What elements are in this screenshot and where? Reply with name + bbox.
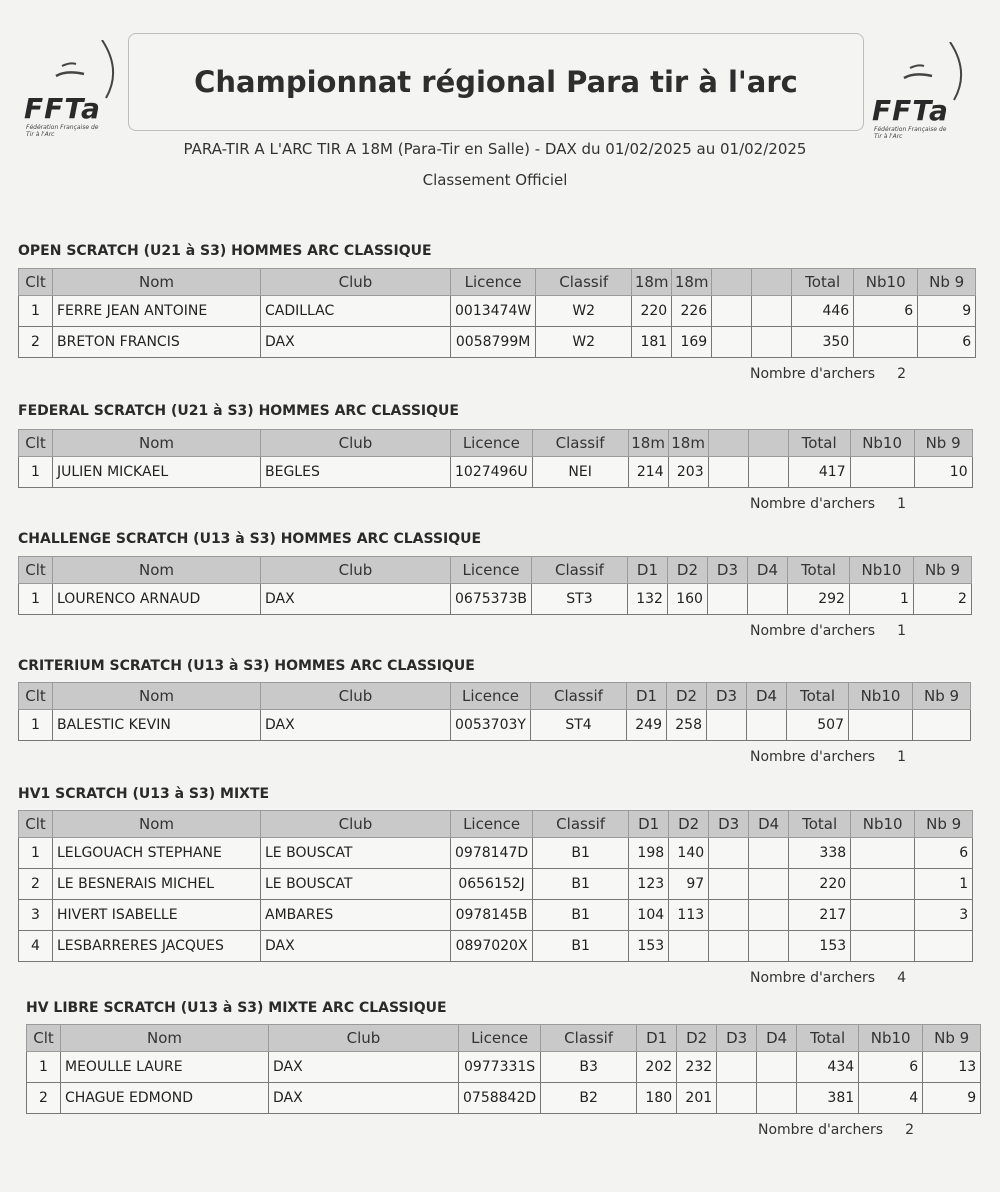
column-header-score3 xyxy=(708,430,748,457)
results-table xyxy=(18,268,976,358)
column-header-score3 xyxy=(712,269,752,296)
archer-count-value: 1 xyxy=(897,496,906,512)
column-header-nb10: Nb10 xyxy=(851,811,915,838)
cell-club: DAX xyxy=(261,931,451,962)
table-row xyxy=(19,838,973,869)
column-header-score2: 18m xyxy=(672,269,712,296)
column-header-score4 xyxy=(752,269,792,296)
cell-score3 xyxy=(709,931,749,962)
archer-count-value: 2 xyxy=(905,1122,914,1138)
cell-score4 xyxy=(747,710,787,741)
cell-score3 xyxy=(717,1052,757,1083)
cell-name: LE BESNERAIS MICHEL xyxy=(53,869,261,900)
cell-name: CHAGUE EDMOND xyxy=(61,1083,269,1114)
cell-licence: 0897020X xyxy=(451,931,533,962)
column-header-licence: Licence xyxy=(451,269,536,296)
ranking-subtitle: Classement Officiel xyxy=(422,171,568,189)
cell-score3 xyxy=(712,327,752,358)
archer-count-value: 1 xyxy=(897,749,906,765)
table-row xyxy=(19,900,973,931)
cell-total: 338 xyxy=(789,838,851,869)
cell-classif: W2 xyxy=(536,327,632,358)
cell-classif: B1 xyxy=(533,869,629,900)
cell-name: LELGOUACH STEPHANE xyxy=(53,838,261,869)
cell-score2: 203 xyxy=(668,457,708,488)
cell-licence: 1027496U xyxy=(451,457,533,488)
table-header-row xyxy=(19,430,973,457)
table-header-row xyxy=(19,683,971,710)
column-header-score4: D4 xyxy=(747,557,787,584)
cell-score1: 123 xyxy=(629,869,669,900)
cell-total: 350 xyxy=(792,327,854,358)
table-row xyxy=(19,869,973,900)
column-header-rank: Clt xyxy=(19,557,53,584)
archer-count xyxy=(750,970,906,986)
cell-licence: 0013474W xyxy=(451,296,536,327)
column-header-score4: D4 xyxy=(749,811,789,838)
cell-score4 xyxy=(747,584,787,615)
cell-name: JULIEN MICKAEL xyxy=(53,457,261,488)
cell-club: DAX xyxy=(261,584,451,615)
column-header-score1: D1 xyxy=(629,811,669,838)
cell-club: BEGLES xyxy=(261,457,451,488)
section-title: CHALLENGE SCRATCH (U13 à S3) HOMMES ARC CLASSIQUE xyxy=(18,531,482,547)
cell-score3 xyxy=(709,869,749,900)
cell-score4 xyxy=(749,900,789,931)
column-header-nb10: Nb10 xyxy=(854,269,918,296)
results-table xyxy=(18,429,973,488)
archer-count-label: Nombre d'archers xyxy=(750,623,876,639)
column-header-club: Club xyxy=(269,1025,459,1052)
cell-score1: 198 xyxy=(629,838,669,869)
section-title: HV1 SCRATCH (U13 à S3) MIXTE xyxy=(18,786,270,802)
column-header-score1: 18m xyxy=(628,430,668,457)
cell-rank: 3 xyxy=(19,900,53,931)
cell-rank: 1 xyxy=(19,296,53,327)
column-header-name: Nom xyxy=(53,683,261,710)
archer-count xyxy=(750,749,906,765)
column-header-licence: Licence xyxy=(451,430,533,457)
column-header-rank: Clt xyxy=(19,683,53,710)
cell-nb10: 4 xyxy=(859,1083,923,1114)
column-header-total: Total xyxy=(789,811,851,838)
column-header-nb9: Nb 9 xyxy=(918,269,976,296)
cell-score2: 140 xyxy=(669,838,709,869)
table-header-row xyxy=(19,269,976,296)
table-row xyxy=(19,931,973,962)
cell-club: LE BOUSCAT xyxy=(261,838,451,869)
column-header-licence: Licence xyxy=(459,1025,541,1052)
cell-nb10 xyxy=(851,838,915,869)
cell-licence: 0978147D xyxy=(451,838,533,869)
cell-nb9: 1 xyxy=(915,869,973,900)
cell-classif: ST4 xyxy=(531,710,627,741)
column-header-name: Nom xyxy=(53,430,261,457)
cell-name: FERRE JEAN ANTOINE xyxy=(53,296,261,327)
cell-club: AMBARES xyxy=(261,900,451,931)
archer-icon xyxy=(870,42,980,102)
cell-nb9: 6 xyxy=(918,327,976,358)
cell-score3 xyxy=(708,457,748,488)
archer-count-label: Nombre d'archers xyxy=(750,970,876,986)
cell-name: BALESTIC KEVIN xyxy=(53,710,261,741)
column-header-nb9: Nb 9 xyxy=(923,1025,981,1052)
column-header-rank: Clt xyxy=(19,811,53,838)
table-row xyxy=(19,584,972,615)
cell-rank: 2 xyxy=(19,869,53,900)
column-header-score1: 18m xyxy=(632,269,672,296)
cell-score2: 97 xyxy=(669,869,709,900)
cell-nb9: 2 xyxy=(913,584,971,615)
archer-count xyxy=(758,1122,914,1138)
cell-total: 292 xyxy=(787,584,849,615)
column-header-nb10: Nb10 xyxy=(850,430,914,457)
cell-nb10 xyxy=(851,869,915,900)
results-table xyxy=(26,1024,981,1114)
column-header-club: Club xyxy=(261,269,451,296)
cell-rank: 1 xyxy=(19,710,53,741)
cell-rank: 2 xyxy=(27,1083,61,1114)
cell-licence: 0058799M xyxy=(451,327,536,358)
cell-name: BRETON FRANCIS xyxy=(53,327,261,358)
column-header-score4: D4 xyxy=(757,1025,797,1052)
column-header-classif: Classif xyxy=(533,811,629,838)
cell-score4 xyxy=(757,1052,797,1083)
cell-score2: 160 xyxy=(667,584,707,615)
archer-count-label: Nombre d'archers xyxy=(750,366,876,382)
column-header-score1: D1 xyxy=(627,557,667,584)
column-header-nb9: Nb 9 xyxy=(913,683,971,710)
cell-nb10 xyxy=(849,710,913,741)
column-header-name: Nom xyxy=(53,269,261,296)
results-table xyxy=(18,810,973,962)
column-header-classif: Classif xyxy=(541,1025,637,1052)
ffta-logo-right xyxy=(870,42,980,142)
cell-nb9: 9 xyxy=(918,296,976,327)
cell-classif: B1 xyxy=(533,838,629,869)
competition-subtitle: PARA-TIR A L'ARC TIR A 18M (Para-Tir en Salle) - DAX du 01/02/2025 au 01/02/2025 xyxy=(183,140,807,158)
cell-rank: 2 xyxy=(19,327,53,358)
cell-total: 434 xyxy=(797,1052,859,1083)
archer-count xyxy=(750,366,906,382)
column-header-rank: Clt xyxy=(19,430,53,457)
column-header-score2: 18m xyxy=(668,430,708,457)
column-header-score4: D4 xyxy=(747,683,787,710)
column-header-licence: Licence xyxy=(451,811,533,838)
archer-count xyxy=(750,623,906,639)
cell-rank: 4 xyxy=(19,931,53,962)
column-header-club: Club xyxy=(261,430,451,457)
title-box xyxy=(128,33,864,131)
table-row xyxy=(19,296,976,327)
cell-score2: 232 xyxy=(677,1052,717,1083)
archer-count xyxy=(750,496,906,512)
column-header-classif: Classif xyxy=(532,430,628,457)
table-row xyxy=(19,710,971,741)
column-header-rank: Clt xyxy=(27,1025,61,1052)
column-header-score4 xyxy=(748,430,788,457)
cell-classif: W2 xyxy=(536,296,632,327)
column-header-total: Total xyxy=(797,1025,859,1052)
cell-score4 xyxy=(757,1083,797,1114)
archer-count-value: 2 xyxy=(897,366,906,382)
cell-score4 xyxy=(752,296,792,327)
cell-total: 507 xyxy=(787,710,849,741)
cell-nb9: 9 xyxy=(923,1083,981,1114)
cell-score3 xyxy=(707,710,747,741)
cell-rank: 1 xyxy=(19,584,53,615)
table-header-row xyxy=(27,1025,981,1052)
cell-score2: 226 xyxy=(672,296,712,327)
results-table xyxy=(18,556,972,615)
page-title: Championnat régional Para tir à l'arc xyxy=(194,65,798,99)
cell-name: LOURENCO ARNAUD xyxy=(53,584,261,615)
cell-score2 xyxy=(669,931,709,962)
column-header-nb9: Nb 9 xyxy=(915,811,973,838)
section-title: OPEN SCRATCH (U21 à S3) HOMMES ARC CLASSIQUE xyxy=(18,243,432,259)
cell-licence: 0675373B xyxy=(451,584,532,615)
cell-total: 220 xyxy=(789,869,851,900)
column-header-nb9: Nb 9 xyxy=(914,430,972,457)
cell-score4 xyxy=(748,457,788,488)
cell-classif: B1 xyxy=(533,931,629,962)
cell-score3 xyxy=(717,1083,757,1114)
archer-count-label: Nombre d'archers xyxy=(750,749,876,765)
column-header-classif: Classif xyxy=(536,269,632,296)
cell-nb10: 6 xyxy=(854,296,918,327)
cell-nb10: 1 xyxy=(849,584,913,615)
column-header-nb9: Nb 9 xyxy=(913,557,971,584)
column-header-classif: Classif xyxy=(531,683,627,710)
cell-score4 xyxy=(749,838,789,869)
column-header-score3: D3 xyxy=(707,683,747,710)
column-header-nb10: Nb10 xyxy=(859,1025,923,1052)
cell-club: LE BOUSCAT xyxy=(261,869,451,900)
cell-name: MEOULLE LAURE xyxy=(61,1052,269,1083)
cell-classif: ST3 xyxy=(531,584,627,615)
cell-classif: NEI xyxy=(532,457,628,488)
cell-rank: 1 xyxy=(19,838,53,869)
cell-nb9: 3 xyxy=(915,900,973,931)
column-header-licence: Licence xyxy=(451,557,532,584)
cell-score4 xyxy=(749,931,789,962)
cell-nb9: 13 xyxy=(923,1052,981,1083)
cell-nb9 xyxy=(913,710,971,741)
archer-count-value: 4 xyxy=(897,970,906,986)
cell-licence: 0656152J xyxy=(451,869,533,900)
cell-score1: 214 xyxy=(628,457,668,488)
cell-nb10 xyxy=(851,900,915,931)
cell-nb9: 10 xyxy=(914,457,972,488)
cell-score2: 201 xyxy=(677,1083,717,1114)
archer-count-label: Nombre d'archers xyxy=(750,496,876,512)
cell-rank: 1 xyxy=(27,1052,61,1083)
cell-club: DAX xyxy=(261,327,451,358)
cell-club: DAX xyxy=(269,1052,459,1083)
table-row xyxy=(27,1083,981,1114)
column-header-score3: D3 xyxy=(709,811,749,838)
archer-count-value: 1 xyxy=(897,623,906,639)
table-row xyxy=(27,1052,981,1083)
column-header-club: Club xyxy=(261,557,451,584)
cell-licence: 0978145B xyxy=(451,900,533,931)
column-header-total: Total xyxy=(787,557,849,584)
cell-nb10 xyxy=(850,457,914,488)
column-header-score2: D2 xyxy=(677,1025,717,1052)
column-header-licence: Licence xyxy=(451,683,531,710)
cell-classif: B2 xyxy=(541,1083,637,1114)
cell-club: DAX xyxy=(269,1083,459,1114)
cell-licence: 0977331S xyxy=(459,1052,541,1083)
column-header-score1: D1 xyxy=(637,1025,677,1052)
cell-classif: B1 xyxy=(533,900,629,931)
column-header-score2: D2 xyxy=(667,557,707,584)
column-header-nb10: Nb10 xyxy=(849,557,913,584)
cell-score2: 258 xyxy=(667,710,707,741)
ffta-logo-subtitle: Fédération Française de Tir à l'Arc xyxy=(26,124,99,138)
table-row xyxy=(19,327,976,358)
cell-nb10 xyxy=(854,327,918,358)
column-header-total: Total xyxy=(792,269,854,296)
cell-club: CADILLAC xyxy=(261,296,451,327)
column-header-nb10: Nb10 xyxy=(849,683,913,710)
cell-score4 xyxy=(749,869,789,900)
archer-count-label: Nombre d'archers xyxy=(758,1122,884,1138)
section-title: HV LIBRE SCRATCH (U13 à S3) MIXTE ARC CLASSIQUE xyxy=(26,1000,447,1016)
cell-score1: 220 xyxy=(632,296,672,327)
ffta-logo-text: FFTa xyxy=(24,92,101,125)
ffta-logo-text: FFTa xyxy=(872,94,949,127)
cell-nb9: 6 xyxy=(915,838,973,869)
column-header-score2: D2 xyxy=(669,811,709,838)
cell-score1: 202 xyxy=(637,1052,677,1083)
table-header-row xyxy=(19,811,973,838)
cell-score1: 181 xyxy=(632,327,672,358)
cell-score3 xyxy=(712,296,752,327)
section-title: CRITERIUM SCRATCH (U13 à S3) HOMMES ARC CLASSIQUE xyxy=(18,658,475,674)
cell-score1: 249 xyxy=(627,710,667,741)
column-header-club: Club xyxy=(261,811,451,838)
cell-name: LESBARRERES JACQUES xyxy=(53,931,261,962)
archer-icon xyxy=(22,40,132,100)
table-row xyxy=(19,457,973,488)
column-header-score3: D3 xyxy=(707,557,747,584)
cell-score3 xyxy=(709,838,749,869)
cell-score3 xyxy=(707,584,747,615)
cell-total: 381 xyxy=(797,1083,859,1114)
cell-licence: 0053703Y xyxy=(451,710,531,741)
cell-total: 217 xyxy=(789,900,851,931)
cell-score1: 180 xyxy=(637,1083,677,1114)
column-header-name: Nom xyxy=(53,811,261,838)
cell-club: DAX xyxy=(261,710,451,741)
column-header-classif: Classif xyxy=(531,557,627,584)
cell-score2: 169 xyxy=(672,327,712,358)
cell-total: 153 xyxy=(789,931,851,962)
cell-nb10 xyxy=(851,931,915,962)
cell-score3 xyxy=(709,900,749,931)
cell-score1: 132 xyxy=(627,584,667,615)
ffta-logo-left xyxy=(22,40,132,140)
cell-classif: B3 xyxy=(541,1052,637,1083)
cell-nb10: 6 xyxy=(859,1052,923,1083)
ffta-logo-subtitle: Fédération Française de Tir à l'Arc xyxy=(874,126,947,140)
cell-score1: 153 xyxy=(629,931,669,962)
cell-name: HIVERT ISABELLE xyxy=(53,900,261,931)
table-header-row xyxy=(19,557,972,584)
column-header-name: Nom xyxy=(61,1025,269,1052)
column-header-club: Club xyxy=(261,683,451,710)
column-header-total: Total xyxy=(787,683,849,710)
section-title: FEDERAL SCRATCH (U21 à S3) HOMMES ARC CLASSIQUE xyxy=(18,403,459,419)
column-header-score3: D3 xyxy=(717,1025,757,1052)
column-header-score2: D2 xyxy=(667,683,707,710)
cell-rank: 1 xyxy=(19,457,53,488)
cell-score1: 104 xyxy=(629,900,669,931)
column-header-score1: D1 xyxy=(627,683,667,710)
column-header-name: Nom xyxy=(53,557,261,584)
cell-total: 417 xyxy=(788,457,850,488)
cell-licence: 0758842D xyxy=(459,1083,541,1114)
cell-total: 446 xyxy=(792,296,854,327)
column-header-total: Total xyxy=(788,430,850,457)
cell-nb9 xyxy=(915,931,973,962)
cell-score4 xyxy=(752,327,792,358)
column-header-rank: Clt xyxy=(19,269,53,296)
results-table xyxy=(18,682,971,741)
cell-score2: 113 xyxy=(669,900,709,931)
